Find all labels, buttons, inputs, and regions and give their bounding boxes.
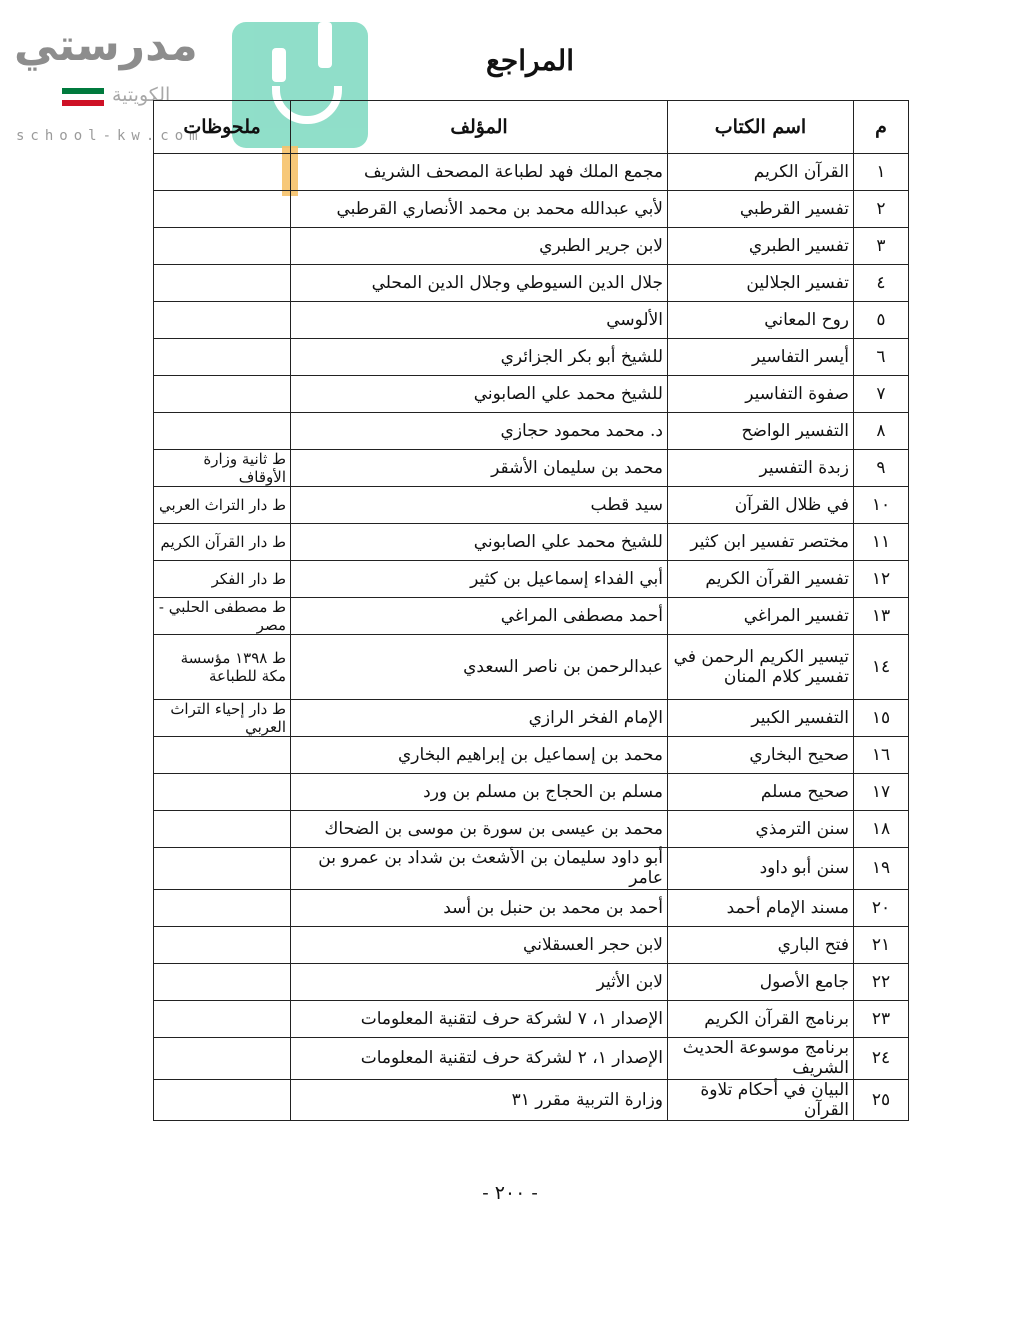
table-row [154, 487, 909, 524]
cell-note [154, 774, 291, 811]
cell-book: زبدة التفسير [668, 450, 854, 487]
cell-note [154, 1079, 291, 1121]
page-title: المراجع [486, 44, 574, 77]
table-row [154, 413, 909, 450]
cell-book: أيسر التفاسير [668, 339, 854, 376]
cell-note: ط ثانية وزارة الأوقاف [154, 450, 291, 487]
cell-num: ٦ [854, 339, 909, 376]
table-row [154, 265, 909, 302]
cell-author: لأبي عبدالله محمد بن محمد الأنصاري القرطبي [291, 191, 668, 228]
cell-note [154, 811, 291, 848]
cell-note: ط ١٣٩٨ مؤسسة مكة للطباعة [154, 635, 291, 700]
cell-note [154, 191, 291, 228]
cell-note [154, 302, 291, 339]
cell-book: جامع الأصول [668, 963, 854, 1000]
cell-note [154, 154, 291, 191]
cell-num: ٨ [854, 413, 909, 450]
cell-note [154, 376, 291, 413]
table-row [154, 154, 909, 191]
cell-note [154, 339, 291, 376]
cell-num: ١ [854, 154, 909, 191]
cell-author: للشيخ أبو بكر الجزائري [291, 339, 668, 376]
cell-author: محمد بن إسماعيل بن إبراهيم البخاري [291, 737, 668, 774]
cell-num: ١٨ [854, 811, 909, 848]
cell-author: أبي الفداء إسماعيل بن كثير [291, 561, 668, 598]
cell-note [154, 413, 291, 450]
cell-book: البيان في أحكام تلاوة القرآن [668, 1079, 854, 1121]
table-row [154, 376, 909, 413]
cell-num: ١٦ [854, 737, 909, 774]
cell-author: للشيخ محمد علي الصابوني [291, 376, 668, 413]
cell-book: مختصر تفسير ابن كثير [668, 524, 854, 561]
table-row [154, 700, 909, 737]
cell-author: لابن الأثير [291, 963, 668, 1000]
cell-book: التفسير الواضح [668, 413, 854, 450]
cell-book: سنن الترمذي [668, 811, 854, 848]
cell-book: سنن أبو داود [668, 848, 854, 890]
cell-num: ١٩ [854, 848, 909, 890]
cell-num: ١٧ [854, 774, 909, 811]
cell-book: تيسير الكريم الرحمن في تفسير كلام المنان [668, 635, 854, 700]
cell-book: مسند الإمام أحمد [668, 889, 854, 926]
cell-author: محمد بن عيسى بن سورة بن موسى بن الضحاك [291, 811, 668, 848]
cell-book: صحيح البخاري [668, 737, 854, 774]
table-row [154, 598, 909, 635]
cell-note: ط دار التراث العربي [154, 487, 291, 524]
cell-author: لابن جرير الطبري [291, 228, 668, 265]
cell-num: ٩ [854, 450, 909, 487]
cell-num: ٢ [854, 191, 909, 228]
cell-author: أبو داود سليمان بن الأشعث بن شداد بن عمرو بن عامر [291, 848, 668, 890]
cell-note [154, 889, 291, 926]
table-row [154, 524, 909, 561]
logo-eye-left [272, 48, 286, 82]
cell-note [154, 926, 291, 963]
header-author: المؤلف [291, 101, 668, 154]
cell-author: مسلم بن الحجاج بن مسلم بن ورد [291, 774, 668, 811]
table-row [154, 339, 909, 376]
table-row [154, 450, 909, 487]
header-notes: ملحوظات [154, 101, 291, 154]
flag-stripe-red [62, 100, 104, 106]
cell-num: ١١ [854, 524, 909, 561]
kuwait-flag-icon [62, 88, 104, 106]
cell-num: ٢١ [854, 926, 909, 963]
logo-subtitle: الكويتية [112, 84, 171, 106]
cell-note [154, 737, 291, 774]
table-row [154, 963, 909, 1000]
cell-num: ١٢ [854, 561, 909, 598]
cell-book: فتح الباري [668, 926, 854, 963]
table-row [154, 1000, 909, 1037]
cell-author: الإصدار ١، ٧ لشركة حرف لتقنية المعلومات [291, 1000, 668, 1037]
logo-eye-right [318, 22, 332, 68]
table-header-row [154, 101, 909, 154]
table-row [154, 1037, 909, 1079]
cell-note: ط مصطفى الحلبي - مصر [154, 598, 291, 635]
cell-note: ط دار القرآن الكريم [154, 524, 291, 561]
cell-book: تفسير المراغي [668, 598, 854, 635]
cell-book: القرآن الكريم [668, 154, 854, 191]
cell-book: التفسير الكبير [668, 700, 854, 737]
logo-url: school-kw.com [16, 128, 204, 144]
cell-book: تفسير القرطبي [668, 191, 854, 228]
cell-num: ١٣ [854, 598, 909, 635]
cell-book: تفسير الجلالين [668, 265, 854, 302]
cell-num: ٤ [854, 265, 909, 302]
cell-author: أحمد بن محمد بن حنبل بن أسد [291, 889, 668, 926]
table-row [154, 1079, 909, 1121]
cell-author: أحمد مصطفى المراغي [291, 598, 668, 635]
table-row [154, 926, 909, 963]
cell-author: جلال الدين السيوطي وجلال الدين المحلي [291, 265, 668, 302]
cell-book: في ظلال القرآن [668, 487, 854, 524]
cell-num: ١٠ [854, 487, 909, 524]
table-row [154, 811, 909, 848]
cell-book: برنامج موسوعة الحديث الشريف [668, 1037, 854, 1079]
cell-note [154, 963, 291, 1000]
cell-book: روح المعاني [668, 302, 854, 339]
table-row [154, 228, 909, 265]
cell-note [154, 228, 291, 265]
cell-note [154, 265, 291, 302]
cell-author: محمد بن سليمان الأشقر [291, 450, 668, 487]
header-book: اسم الكتاب [668, 101, 854, 154]
cell-author: مجمع الملك فهد لطباعة المصحف الشريف [291, 154, 668, 191]
page-number: - ٢٠٠ - [482, 1182, 538, 1204]
table-row [154, 737, 909, 774]
cell-author: د. محمد محمود حجازي [291, 413, 668, 450]
cell-num: ٢٥ [854, 1079, 909, 1121]
cell-author: الألوسي [291, 302, 668, 339]
table-row [154, 889, 909, 926]
table-row [154, 561, 909, 598]
cell-book: صحيح مسلم [668, 774, 854, 811]
cell-author: سيد قطب [291, 487, 668, 524]
cell-author: وزارة التربية مقرر ٣١ [291, 1079, 668, 1121]
table-row [154, 302, 909, 339]
cell-num: ٢٠ [854, 889, 909, 926]
cell-note: ط دار الفكر [154, 561, 291, 598]
cell-author: الإمام الفخر الرازي [291, 700, 668, 737]
header-num: م [854, 101, 909, 154]
cell-author: الإصدار ١، ٢ لشركة حرف لتقنية المعلومات [291, 1037, 668, 1079]
cell-book: صفوة التفاسير [668, 376, 854, 413]
cell-num: ٢٤ [854, 1037, 909, 1079]
cell-note [154, 1037, 291, 1079]
table-row [154, 635, 909, 700]
cell-num: ٢٢ [854, 963, 909, 1000]
cell-num: ٥ [854, 302, 909, 339]
cell-num: ١٤ [854, 635, 909, 700]
cell-author: للشيخ محمد علي الصابوني [291, 524, 668, 561]
cell-num: ٣ [854, 228, 909, 265]
table-row [154, 848, 909, 890]
cell-num: ٧ [854, 376, 909, 413]
cell-note [154, 848, 291, 890]
cell-note: ط دار إحياء التراث العربي [154, 700, 291, 737]
table-body [154, 154, 909, 1121]
logo-brand-text: مدرستي [14, 20, 198, 71]
table-row [154, 191, 909, 228]
table-row [154, 774, 909, 811]
cell-book: تفسير القرآن الكريم [668, 561, 854, 598]
cell-book: تفسير الطبري [668, 228, 854, 265]
cell-num: ١٥ [854, 700, 909, 737]
cell-book: برنامج القرآن الكريم [668, 1000, 854, 1037]
cell-num: ٢٣ [854, 1000, 909, 1037]
cell-note [154, 1000, 291, 1037]
cell-author: لابن حجر العسقلاني [291, 926, 668, 963]
cell-author: عبدالرحمن بن ناصر السعدي [291, 635, 668, 700]
references-table [153, 100, 909, 1121]
